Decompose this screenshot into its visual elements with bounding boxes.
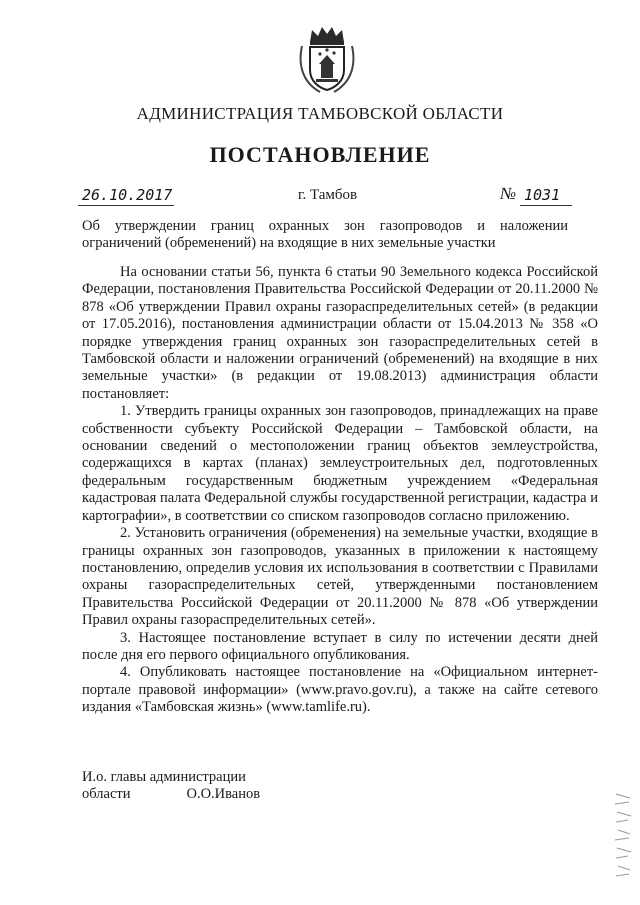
document-body [82, 264, 598, 717]
document-type-title: ПОСТАНОВЛЕНИЕ [209, 142, 431, 167]
document-subject: Об утверждении границ охранных зон газопроводов и наложении ограничений (обременений) на входящие в них земельные участки [82, 218, 568, 251]
document-date: 26.10.2017 [82, 186, 173, 204]
signatory-name: О.О.Иванов [186, 786, 261, 802]
item-2-paragraph: 2. Установить ограничения (обременения) на земельные участки, входящие в границы охранных зон газопроводов, указанных в приложении к настоящему постановлению, определив условия их использования в соответствии с Правилами охраны газораспределительных сетей, утвержденными постановлением Правительства Российской Федерации от 20.11.2000 № 878 «Об утверждении Правил охраны газораспределительных сетей». [82, 525, 598, 629]
signatory-title-line1: И.о. главы администрации [82, 769, 246, 785]
number-sign: № [500, 184, 517, 203]
tambov-coat-of-arms-icon [296, 24, 358, 94]
item-1-paragraph: 1. Утвердить границы охранных зон газопроводов, принадлежащих на праве собственности субъекту Российской Федерации – Тамбовской области, на основании сведений о местоположении границ объектов землеустройства, содержащихся в картах (планах) землеустроительных дел, подготовленных федеральным государственным бюджетным учреждением «Федеральная кадастровая палата Федеральной службы государственной регистрации, кадастра и картографии», в соответствии со списком газопроводов согласно приложению. [82, 403, 598, 524]
signature-block [82, 769, 260, 803]
registration-stamp-icon [612, 790, 634, 880]
document-number: 1031 [524, 186, 561, 204]
signatory-title-line2: области [82, 786, 131, 802]
organization-name: АДМИНИСТРАЦИЯ ТАМБОВСКОЙ ОБЛАСТИ [136, 104, 504, 123]
date-underline [78, 205, 174, 206]
item-4-paragraph: 4. Опубликовать настоящее постановление на «Официальном интернет-портале правовой информации» (www.pravo.gov.ru), а также на сайте сетевого издания «Тамбовская жизнь» (www.tamlife.ru). [82, 664, 598, 716]
item-3-paragraph: 3. Настоящее постановление вступает в силу по истечении десяти дней после дня его первого официального опубликования. [82, 629, 598, 663]
number-underline [520, 205, 572, 206]
preamble-paragraph: На основании статьи 56, пункта 6 статьи 90 Земельного кодекса Российской Федерации, постановления Правительства Российской Федерации от 20.11.2000 № 878 «Об утверждении Правил охраны газораспределительных сетей» (в редакции от 17.05.2016), постановления администрации области от 15.04.2013 № 358 «О порядке утверждения границ охранных зон газораспределительных сетей в Тамбовской области и наложении ограничений (обременений) на входящие в них земельные участки» (в редакции от 19.08.2013) администрация области постановляет: [82, 264, 598, 402]
document-city: г. Тамбов [298, 187, 358, 203]
